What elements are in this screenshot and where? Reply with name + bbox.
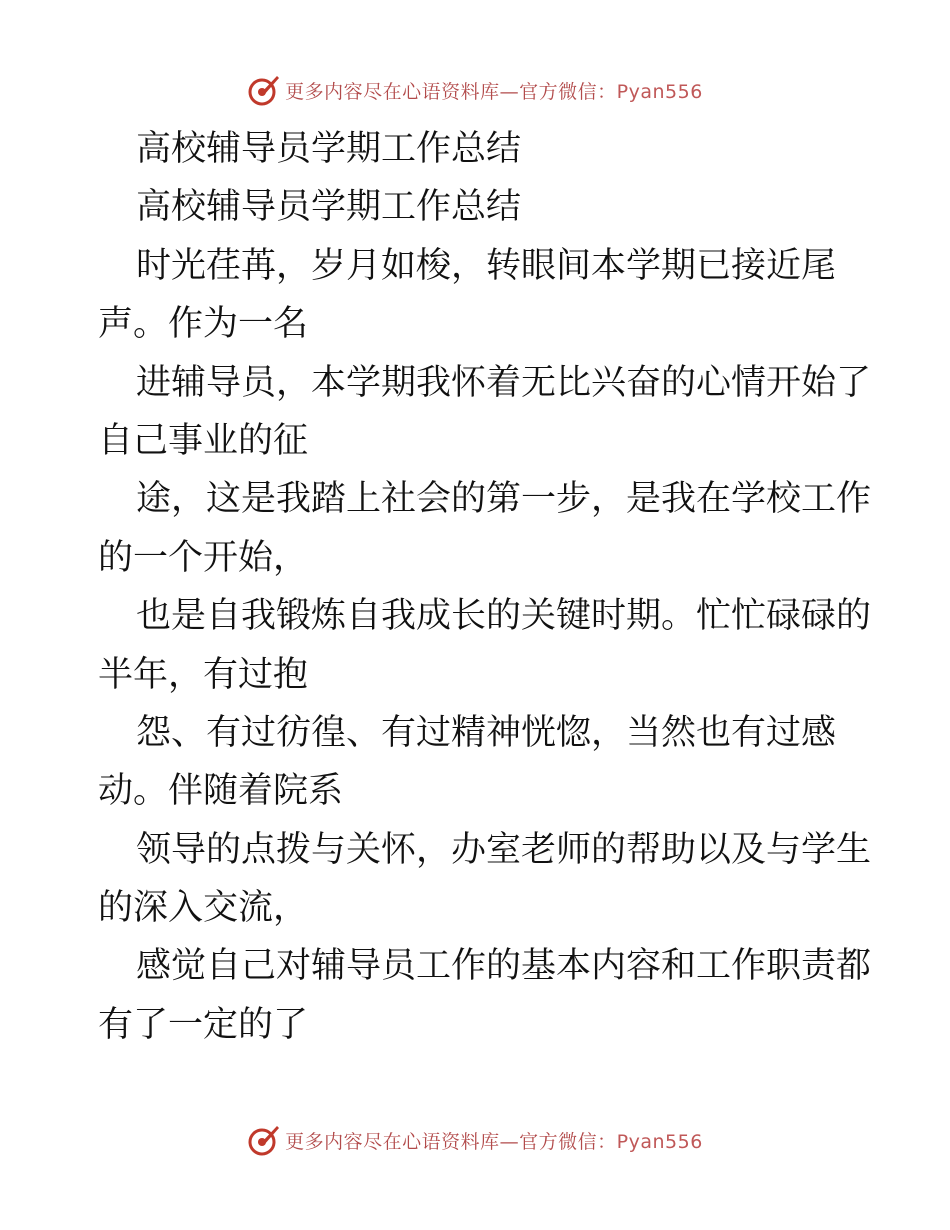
document-line: 高校辅导员学期工作总结 xyxy=(136,129,522,169)
document-line: 半年，有过抱 xyxy=(98,654,309,695)
document-line: 的深入交流， xyxy=(98,888,309,929)
banner-text: 更多内容尽在心语资料库—官方微信：Pyan556 xyxy=(285,80,703,103)
document-line: 的一个开始， xyxy=(98,537,309,578)
document-line: 时光荏苒，岁月如梭，转眼间本学期已接近尾 xyxy=(136,245,837,286)
document-line: 也是自我锻炼自我成长的关键时期。忙忙碌碌的 xyxy=(136,596,872,637)
banner-wechat-id: Pyan556 xyxy=(616,1130,703,1153)
document-line: 自己事业的征 xyxy=(98,420,309,461)
document-line: 动。伴随着院系 xyxy=(98,771,344,812)
footer-banner xyxy=(0,1120,950,1160)
document-line: 途，这是我踏上社会的第一步，是我在学校工作 xyxy=(136,479,872,520)
document-line: 声。作为一名 xyxy=(98,304,309,345)
document-line: 领导的点拨与关怀，办室老师的帮助以及与学生 xyxy=(136,829,872,870)
document-line: 进辅导员，本学期我怀着无比兴奋的心情开始了 xyxy=(136,362,872,403)
banner-text: 更多内容尽在心语资料库—官方微信：Pyan556 xyxy=(285,1130,703,1153)
quill-logo-icon xyxy=(247,73,281,107)
banner-wechat-id: Pyan556 xyxy=(616,80,703,103)
document-line: 感觉自己对辅导员工作的基本内容和工作职责都 xyxy=(136,946,872,987)
quill-logo-icon xyxy=(247,1123,281,1157)
document-body xyxy=(98,120,872,1054)
header-banner xyxy=(0,70,950,110)
document-line: 有了一定的了 xyxy=(98,1004,309,1045)
document-line: 怨、有过彷徨、有过精神恍惚，当然也有过感 xyxy=(136,712,837,753)
document-line: 高校辅导员学期工作总结 xyxy=(136,187,522,228)
